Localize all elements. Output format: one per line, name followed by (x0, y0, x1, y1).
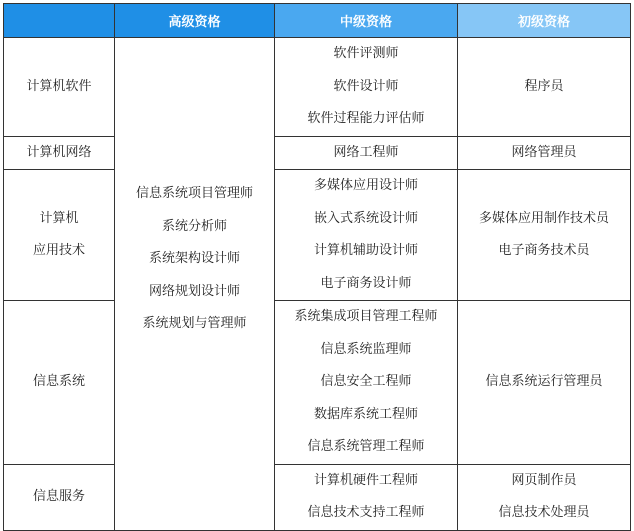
category-label: 计算机软件 (26, 78, 92, 94)
header-senior: 高级资格 (115, 4, 275, 38)
mid-item: 数据库系统工程师 (313, 406, 418, 422)
table-row (4, 136, 631, 170)
mid-item: 多媒体应用设计师 (313, 178, 418, 193)
senior-cell (115, 38, 275, 531)
header-category (4, 4, 115, 38)
mid-item: 软件过程能力评估师 (307, 111, 425, 126)
table-row (4, 170, 631, 301)
mid-cell (275, 38, 458, 137)
header-row (4, 4, 631, 38)
mid-item: 软件评测师 (333, 46, 399, 61)
junior-cell (458, 464, 631, 530)
mid-cell (275, 464, 458, 530)
mid-item: 信息技术支持工程师 (307, 505, 425, 520)
table-row (4, 38, 631, 137)
junior-item: 信息系统运行管理员 (485, 374, 603, 389)
table-row (4, 301, 631, 465)
junior-item: 信息技术处理员 (498, 505, 590, 520)
category-label: 信息系统 (32, 374, 85, 390)
mid-cell (275, 301, 458, 465)
category-cell (4, 301, 115, 465)
qualification-table (3, 3, 631, 531)
header-junior: 初级资格 (458, 4, 631, 38)
junior-item: 电子商务技术员 (498, 243, 590, 258)
senior-item: 系统规划与管理师 (142, 316, 247, 331)
mid-item: 电子商务设计师 (320, 275, 412, 291)
mid-item: 网络工程师 (333, 144, 399, 160)
mid-cell (275, 136, 458, 170)
mid-item: 软件设计师 (333, 78, 399, 94)
mid-item: 计算机辅助设计师 (313, 243, 418, 258)
category-cell (4, 136, 115, 170)
senior-item: 信息系统项目管理师 (135, 186, 253, 201)
junior-cell (458, 38, 631, 137)
junior-item: 多媒体应用制作技术员 (478, 210, 609, 226)
mid-item: 嵌入式系统设计师 (313, 210, 418, 226)
junior-item: 程序员 (524, 78, 564, 94)
junior-item: 网络管理员 (511, 144, 577, 160)
mid-item: 信息系统监理师 (320, 341, 412, 357)
category-label: 应用技术 (32, 243, 85, 258)
header-mid: 中级资格 (275, 4, 458, 38)
mid-item: 计算机硬件工程师 (313, 472, 418, 488)
junior-cell (458, 301, 631, 465)
senior-item: 系统分析师 (161, 218, 227, 234)
category-cell (4, 464, 115, 530)
category-label: 计算机 (39, 211, 79, 226)
table-row (4, 464, 631, 530)
mid-cell (275, 170, 458, 301)
category-label: 计算机网络 (26, 144, 92, 160)
category-label: 信息服务 (32, 489, 85, 504)
mid-item: 系统集成项目管理工程师 (294, 309, 438, 324)
senior-item: 系统架构设计师 (148, 251, 240, 266)
senior-item: 网络规划设计师 (148, 283, 240, 299)
category-cell (4, 38, 115, 137)
junior-cell (458, 170, 631, 301)
junior-item: 网页制作员 (511, 472, 577, 488)
category-cell (4, 170, 115, 301)
mid-item: 信息安全工程师 (320, 374, 412, 389)
mid-item: 信息系统管理工程师 (307, 439, 425, 454)
junior-cell (458, 136, 631, 170)
